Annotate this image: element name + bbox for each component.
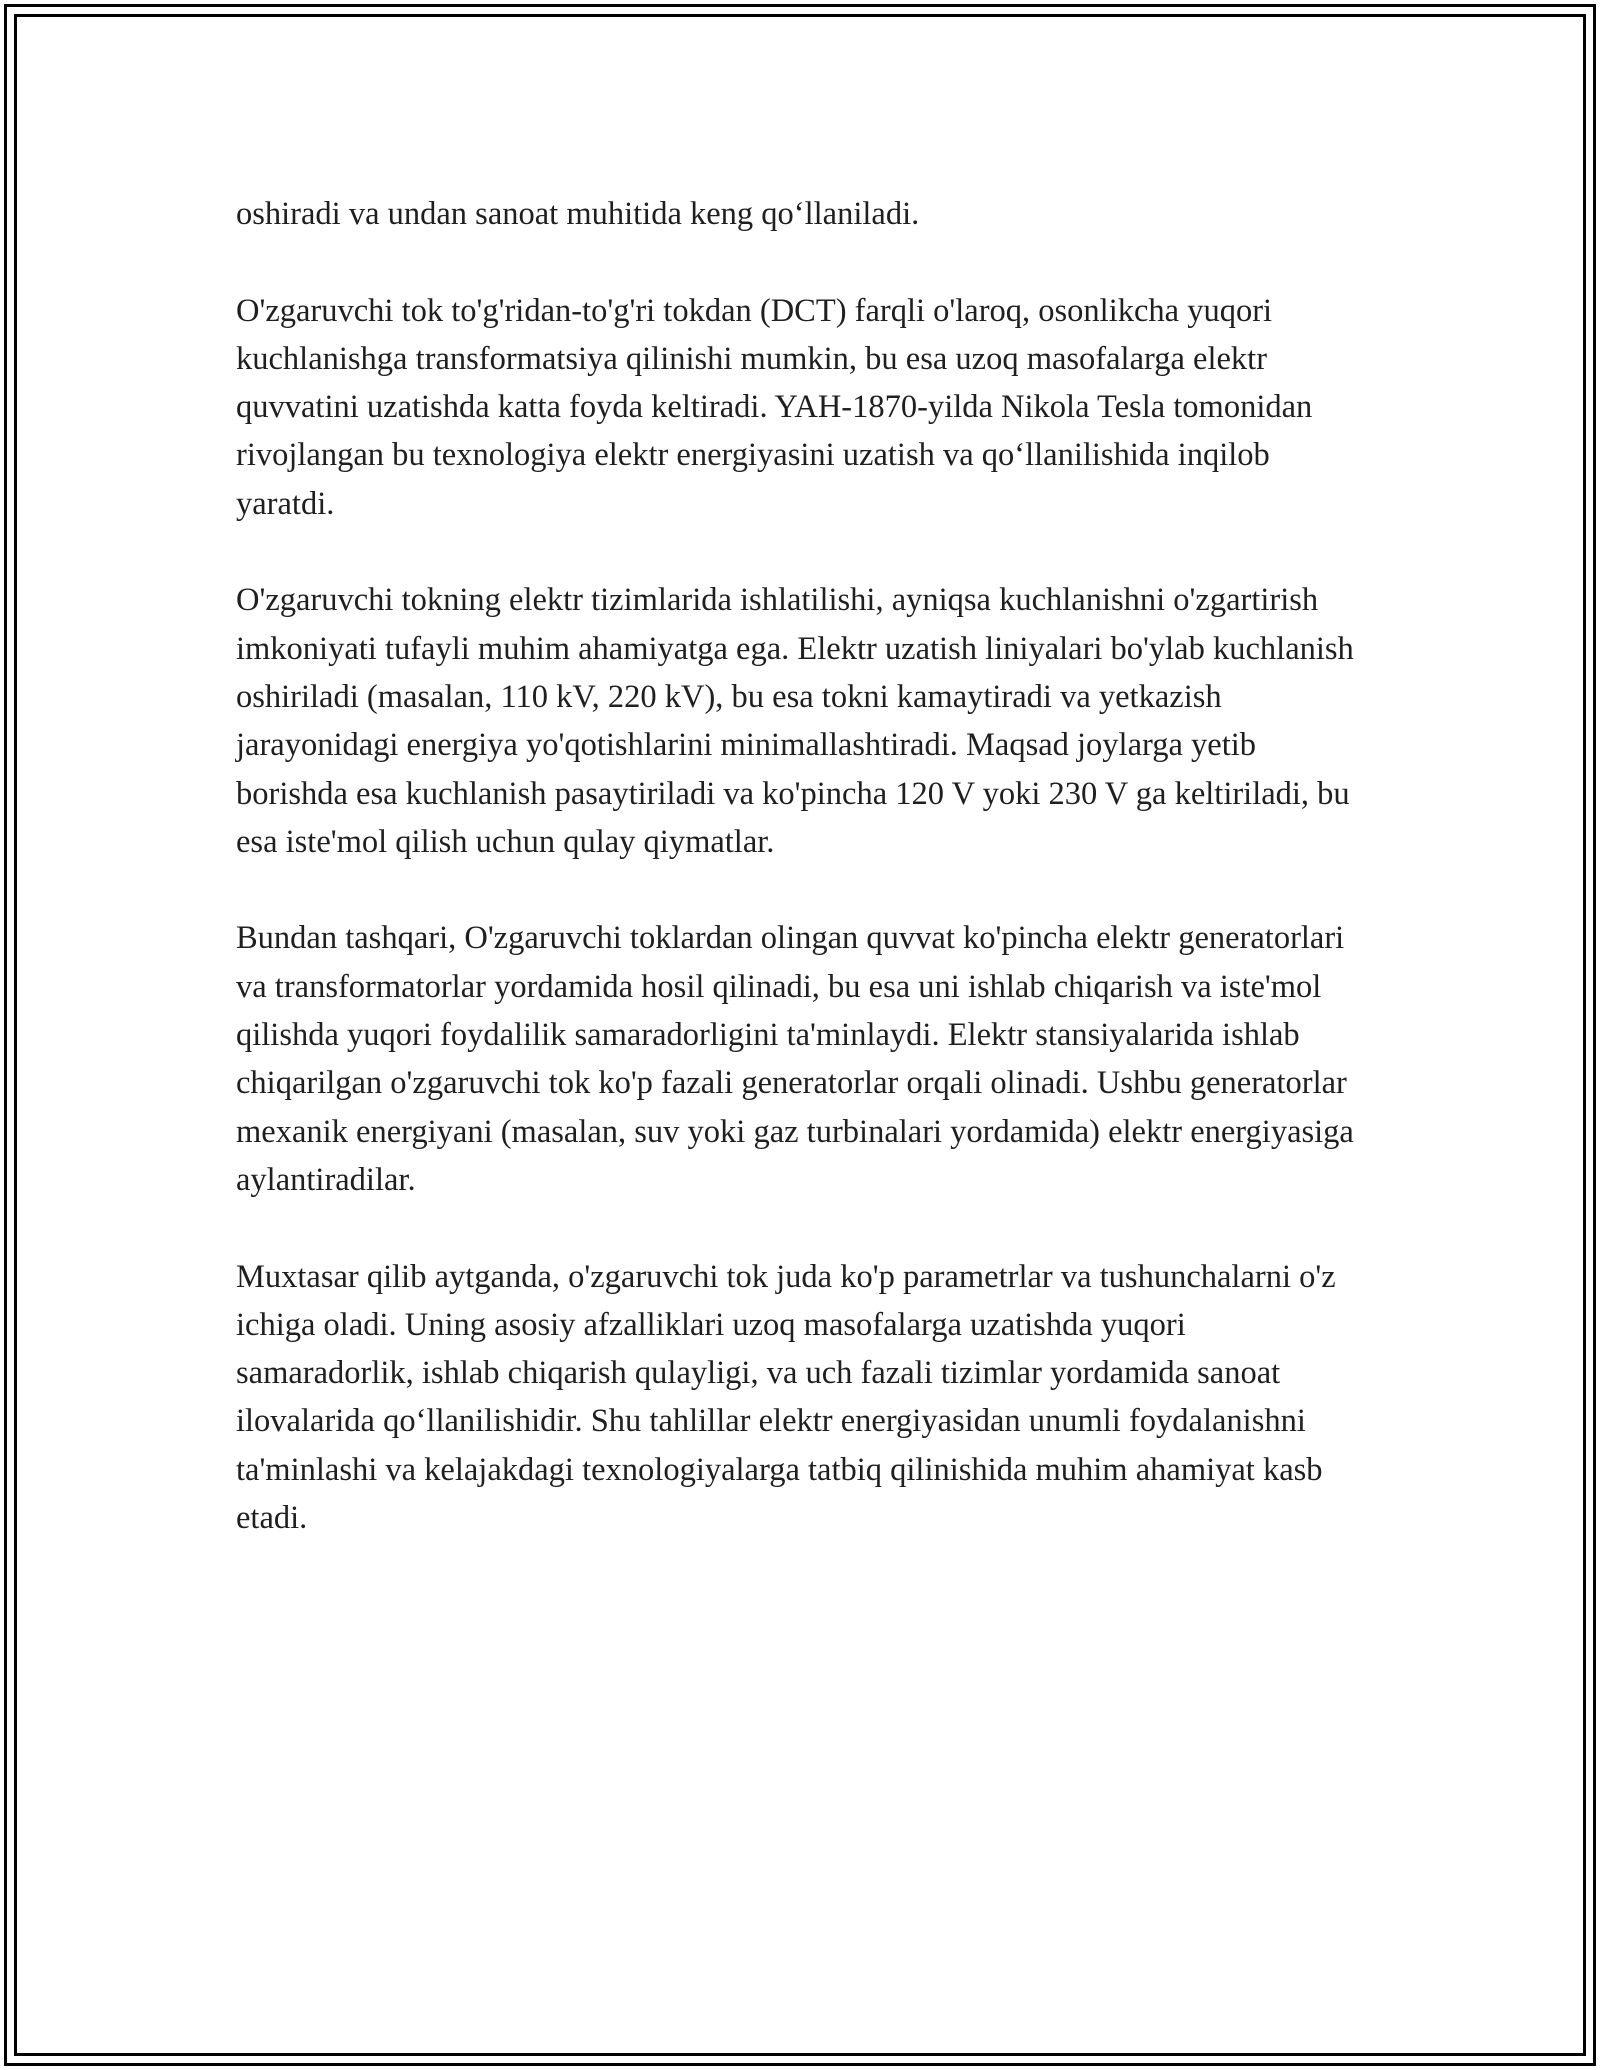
paragraph-generators: Bundan tashqari, O'zgaruvchi toklardan olingan quvvat ko'pincha elektr generatorlari va transformatorlar yordamida hosil qilinadi, bu esa uni ishlab chiqarish va iste'mol qilishda yuqori foydalilik samaradorligini ta'minlaydi. Elektr stansiyalarida ishlab chiqarilgan o'zgaruvchi tok ko'p fazali generatorlar orqali olinadi. Ushbu generatorlar mexanik energiyani (masalan, suv yoki gaz turbinalari yordamida) elektr energiyasiga aylantiradilar.: [236, 920, 1354, 1198]
paragraph-voltage-transformation: O'zgaruvchi tokning elektr tizimlarida ishlatilishi, ayniqsa kuchlanishni o'zgartirish imkoniyati tufayli muhim ahamiyatga ega. Elektr uzatish liniyalari bo'ylab kuchlanish oshiriladi (masalan, 110 kV, 220 kV), bu esa tokni kamaytiradi va yetkazish jarayonidagi energiya yo'qotishlarini minimallashtiradi. Maqsad joylarga yetib borishda esa kuchlanish pasaytiriladi va ko'pincha 120 V yoki 230 V ga keltiriladi, bu esa iste'mol qilish uchun qulay qiymatlar.: [236, 582, 1354, 860]
document-body: [236, 190, 1366, 1542]
paragraph-ac-vs-dc: O'zgaruvchi tok to'g'ridan-to'g'ri tokdan (DCT) farqli o'laroq, osonlikcha yuqori kuchlanishga transformatsiya qilinishi mumkin, bu esa uzoq masofalarga elektr quvvatini uzatishda katta foyda keltiradi. YAH-1870-yilda Nikola Tesla tomonidan rivojlangan bu texnologiya elektr energiyasini uzatish va qo‘llanilishida inqilob yaratdi.: [236, 292, 1313, 522]
paragraph-summary: Muxtasar qilib aytganda, o'zgaruvchi tok juda ko'p parametrlar va tushunchalarni o'z ichiga oladi. Uning asosiy afzalliklari uzoq masofalarga uzatishda yuqori samaradorlik, ishlab chiqarish qulayligi, va uch fazali tizimlar yordamida sanoat ilovalarida qo‘llanilishidir. Shu tahlillar elektr energiyasidan unumli foydalanishni ta'minlashi va kelajakdagi texnologiyalarga tatbiq qilinishida muhim ahamiyat kasb etadi.: [236, 1258, 1336, 1537]
paragraph-continuation: oshiradi va undan sanoat muhitida keng qo‘llaniladi.: [236, 196, 920, 232]
